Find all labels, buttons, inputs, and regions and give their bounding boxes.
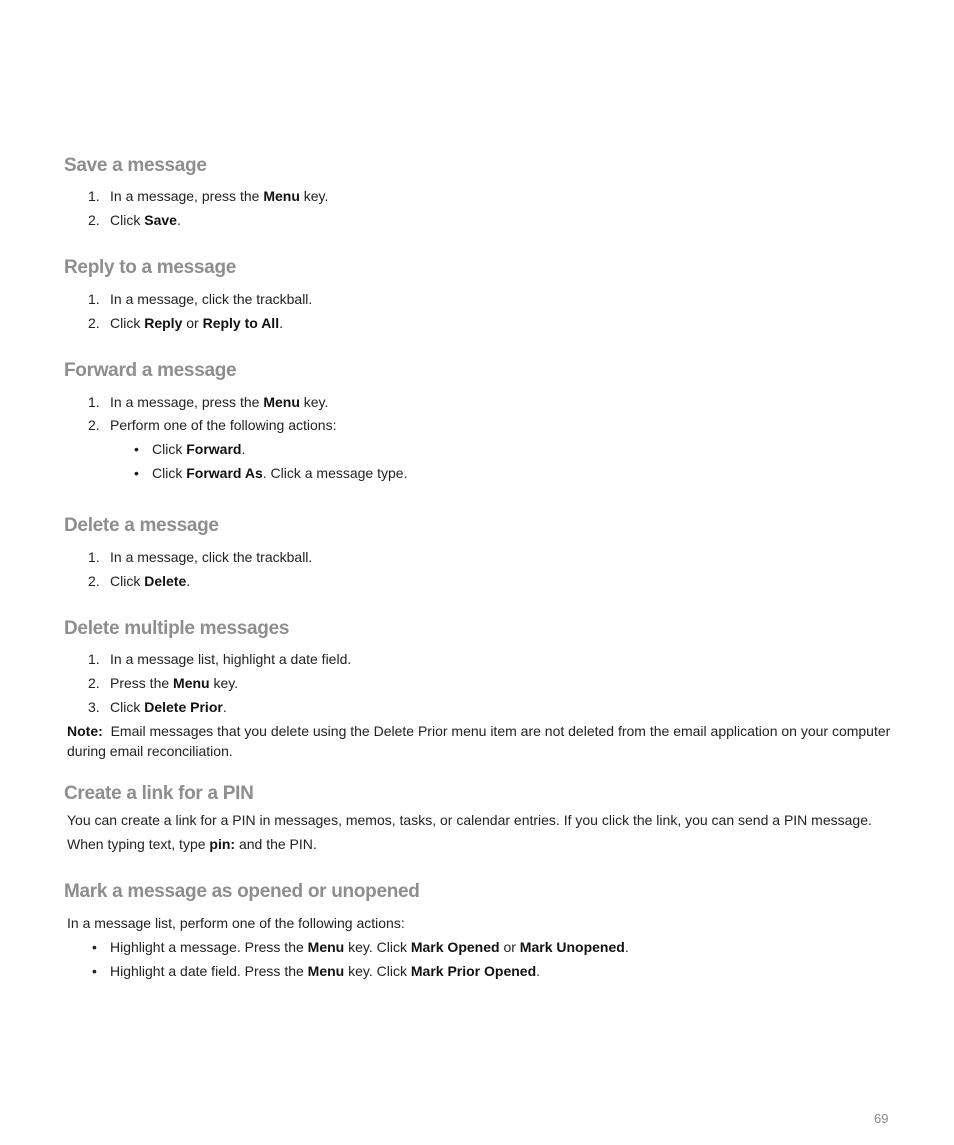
- para-text: and the PIN.: [235, 836, 317, 852]
- step-number: 1.: [88, 188, 100, 204]
- step-delete-multiple-3: [110, 698, 227, 716]
- mark-bullet-1: [110, 938, 629, 956]
- mark-opened-term: Mark Opened: [410, 939, 500, 955]
- note-line-1: [67, 722, 890, 740]
- menu-key-term: Menu: [263, 188, 300, 204]
- step-text: Click: [152, 441, 187, 457]
- note-label: Note:: [67, 723, 103, 739]
- bullet-icon: •: [134, 441, 139, 457]
- step-text: In a message, press the: [110, 188, 264, 204]
- para-text: When typing text, type: [67, 836, 210, 852]
- step-number: 1.: [88, 291, 100, 307]
- step-text: In a message, click the trackball.: [110, 549, 313, 565]
- step-text: or: [182, 315, 203, 331]
- menu-key-term: Menu: [263, 394, 300, 410]
- step-delete-multiple-2: [110, 674, 238, 692]
- step-text: Click: [110, 699, 145, 715]
- step-text: Click: [110, 315, 145, 331]
- step-delete-2: [110, 572, 190, 590]
- mark-intro: In a message list, perform one of the following actions:: [67, 915, 405, 931]
- step-text: .: [241, 441, 246, 457]
- step-text: Click: [110, 212, 145, 228]
- step-text: key.: [209, 675, 239, 691]
- step-text: key. Click: [344, 939, 411, 955]
- save-term: Save: [144, 212, 177, 228]
- step-reply-1: [110, 290, 312, 308]
- step-text: Perform one of the following actions:: [110, 417, 337, 433]
- heading-delete-multiple: Delete multiple messages: [64, 618, 290, 639]
- step-text: key. Click: [344, 963, 411, 979]
- reply-term: Reply: [144, 315, 183, 331]
- step-number: 1.: [88, 549, 100, 565]
- mark-bullet-2: [110, 962, 540, 980]
- delete-prior-term: Delete Prior: [144, 699, 223, 715]
- step-forward-1: [110, 393, 328, 411]
- step-text: key.: [299, 188, 329, 204]
- pin-paragraph-1: You can create a link for a PIN in messages, memos, tasks, or calendar entries. If you click the link, you can send a PIN message.: [67, 812, 872, 828]
- delete-term: Delete: [144, 573, 187, 589]
- step-number: 1.: [88, 394, 100, 410]
- step-delete-1: [110, 548, 312, 566]
- step-text: Press the: [110, 675, 174, 691]
- pin-term: pin:: [209, 836, 236, 852]
- step-text: . Click a message type.: [262, 465, 408, 481]
- step-text: Click: [110, 573, 145, 589]
- step-number: 2.: [88, 573, 100, 589]
- step-number: 3.: [88, 699, 100, 715]
- menu-key-term: Menu: [173, 675, 210, 691]
- step-text: In a message list, highlight a date field.: [110, 651, 352, 667]
- mark-unopened-term: Mark Unopened: [519, 939, 625, 955]
- step-text: Highlight a date field. Press the: [110, 963, 308, 979]
- step-text: In a message, press the: [110, 394, 264, 410]
- forward-as-term: Forward As: [186, 465, 263, 481]
- page-number: 69: [874, 1111, 889, 1126]
- step-text: In a message, click the trackball.: [110, 291, 313, 307]
- step-text: .: [624, 939, 629, 955]
- step-number: 2.: [88, 315, 100, 331]
- step-reply-2: [110, 314, 283, 332]
- heading-delete-message: Delete a message: [64, 515, 219, 536]
- note-text: Email messages that you delete using the Delete Prior menu item are not deleted from the email application on your computer: [110, 723, 891, 739]
- step-number: 2.: [88, 417, 100, 433]
- step-text: .: [176, 212, 181, 228]
- mark-prior-opened-term: Mark Prior Opened: [410, 963, 537, 979]
- note-line-2: during email reconciliation.: [67, 743, 233, 759]
- step-text: key.: [299, 394, 329, 410]
- step-number: 1.: [88, 651, 100, 667]
- step-save-2: [110, 211, 181, 229]
- step-number: 2.: [88, 675, 100, 691]
- pin-paragraph-2: [67, 835, 317, 853]
- menu-key-term: Menu: [307, 939, 345, 955]
- step-text: Click: [152, 465, 187, 481]
- step-text: .: [536, 963, 541, 979]
- step-text: Highlight a message. Press the: [110, 939, 308, 955]
- forward-term: Forward: [186, 441, 242, 457]
- step-text: .: [222, 699, 227, 715]
- menu-key-term: Menu: [307, 963, 345, 979]
- bullet-icon: •: [92, 939, 97, 955]
- heading-forward-message: Forward a message: [64, 360, 237, 381]
- step-forward-2: [110, 416, 336, 434]
- step-text: .: [186, 573, 191, 589]
- heading-mark-message: Mark a message as opened or unopened: [64, 881, 420, 902]
- step-number: 2.: [88, 212, 100, 228]
- step-save-1: [110, 187, 328, 205]
- bullet-icon: •: [92, 963, 97, 979]
- step-text: or: [499, 939, 520, 955]
- substep-forward: [152, 440, 245, 458]
- step-delete-multiple-1: [110, 650, 351, 668]
- heading-pin-link: Create a link for a PIN: [64, 783, 254, 804]
- step-text: .: [279, 315, 283, 331]
- heading-reply-message: Reply to a message: [64, 257, 237, 278]
- bullet-icon: •: [134, 465, 139, 481]
- substep-forward-as: [152, 464, 407, 482]
- reply-to-all-term: Reply to All: [202, 315, 280, 331]
- heading-save-message: Save a message: [64, 155, 207, 176]
